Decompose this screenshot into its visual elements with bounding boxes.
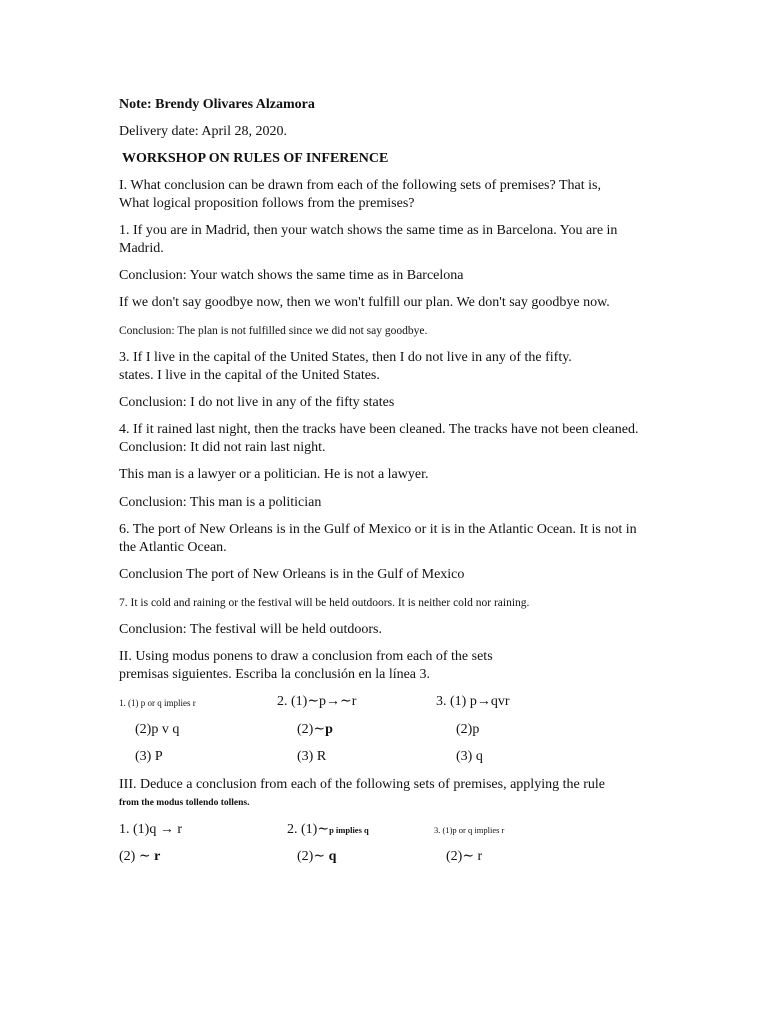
conclusion-3: Conclusion: I do not live in any of the fifty states — [119, 395, 395, 410]
modus-ponens-ex2-premise1: 2. (1)∼p→∼r — [277, 694, 357, 709]
page-title: WORKSHOP ON RULES OF INFERENCE — [122, 151, 389, 166]
question-4-line1: 4. If it rained last night, then the tracks have been cleaned. The tracks have not been cleaned. — [119, 422, 639, 437]
modus-ponens-ex3-conclusion: (3) q — [456, 749, 483, 764]
modus-tollens-ex2-premise2: (2)∼ q — [297, 849, 337, 864]
section1-intro-line1: I. What conclusion can be drawn from each of the following sets of premises? That is, — [119, 178, 601, 193]
modus-ponens-ex3-premise2: (2)p — [456, 722, 480, 737]
section3-intro-line1: III. Deduce a conclusion from each of the following sets of premises, applying the rule — [119, 777, 605, 792]
student-note: Note: Brendy Olivares Alzamora — [119, 97, 315, 112]
conclusion-5: Conclusion: This man is a politician — [119, 495, 322, 510]
question-5: This man is a lawyer or a politician. He is not a lawyer. — [119, 467, 429, 482]
modus-ponens-ex2-conclusion: (3) R — [297, 749, 327, 764]
conclusion-7: Conclusion: The festival will be held outdoors. — [119, 622, 382, 637]
question-6-line2: the Atlantic Ocean. — [119, 540, 227, 555]
question-1-line1: 1. If you are in Madrid, then your watch shows the same time as in Barcelona. You are in — [119, 223, 618, 238]
question-1-line2: Madrid. — [119, 241, 164, 256]
question-7: 7. It is cold and raining or the festival will be held outdoors. It is neither cold nor raining. — [119, 597, 530, 609]
conclusion-2: Conclusion: The plan is not fulfilled since we did not say goodbye. — [119, 325, 428, 337]
conclusion-1: Conclusion: Your watch shows the same time as in Barcelona — [119, 268, 464, 283]
delivery-date: Delivery date: April 28, 2020. — [119, 124, 287, 139]
modus-tollens-ex1-premise1: 1. (1)q → r — [119, 822, 182, 837]
modus-tollens-ex2-premise1: 2. (1)∼p implies q — [287, 822, 369, 837]
section1-intro-line2: What logical proposition follows from the premises? — [119, 196, 415, 211]
modus-tollens-ex3-premise1: 3. (1)p or q implies r — [434, 825, 505, 835]
conclusion-6: Conclusion The port of New Orleans is in the Gulf of Mexico — [119, 567, 465, 582]
question-2: If we don't say goodbye now, then we won't fulfill our plan. We don't say goodbye now. — [119, 295, 610, 310]
section3-intro-line2: from the modus tollendo tollens. — [119, 798, 250, 808]
modus-tollens-ex1-premise2: (2) ∼ r — [119, 849, 161, 864]
modus-ponens-ex3-premise1: 3. (1) p→qvr — [436, 694, 510, 709]
modus-ponens-ex1-premise1: 1. (1) p or q implies r — [119, 698, 196, 708]
modus-ponens-ex1-conclusion: (3) P — [135, 749, 163, 764]
modus-tollens-ex3-premise2: (2)∼ r — [446, 849, 483, 864]
section2-intro-line2: premisas siguientes. Escriba la conclusión en la línea 3. — [119, 667, 431, 682]
modus-ponens-ex1-premise2: (2)p v q — [135, 722, 180, 737]
question-3-line1: 3. If I live in the capital of the United States, then I do not live in any of the fifty. — [119, 350, 572, 365]
question-6-line1: 6. The port of New Orleans is in the Gulf of Mexico or it is in the Atlantic Ocean. It is not in — [119, 522, 637, 537]
modus-ponens-ex2-premise2: (2)∼p — [297, 722, 333, 737]
question-3-line2: states. I live in the capital of the United States. — [119, 368, 380, 383]
section2-intro-line1: II. Using modus ponens to draw a conclusion from each of the sets — [119, 649, 493, 664]
question-4-line2: Conclusion: It did not rain last night. — [119, 440, 326, 455]
